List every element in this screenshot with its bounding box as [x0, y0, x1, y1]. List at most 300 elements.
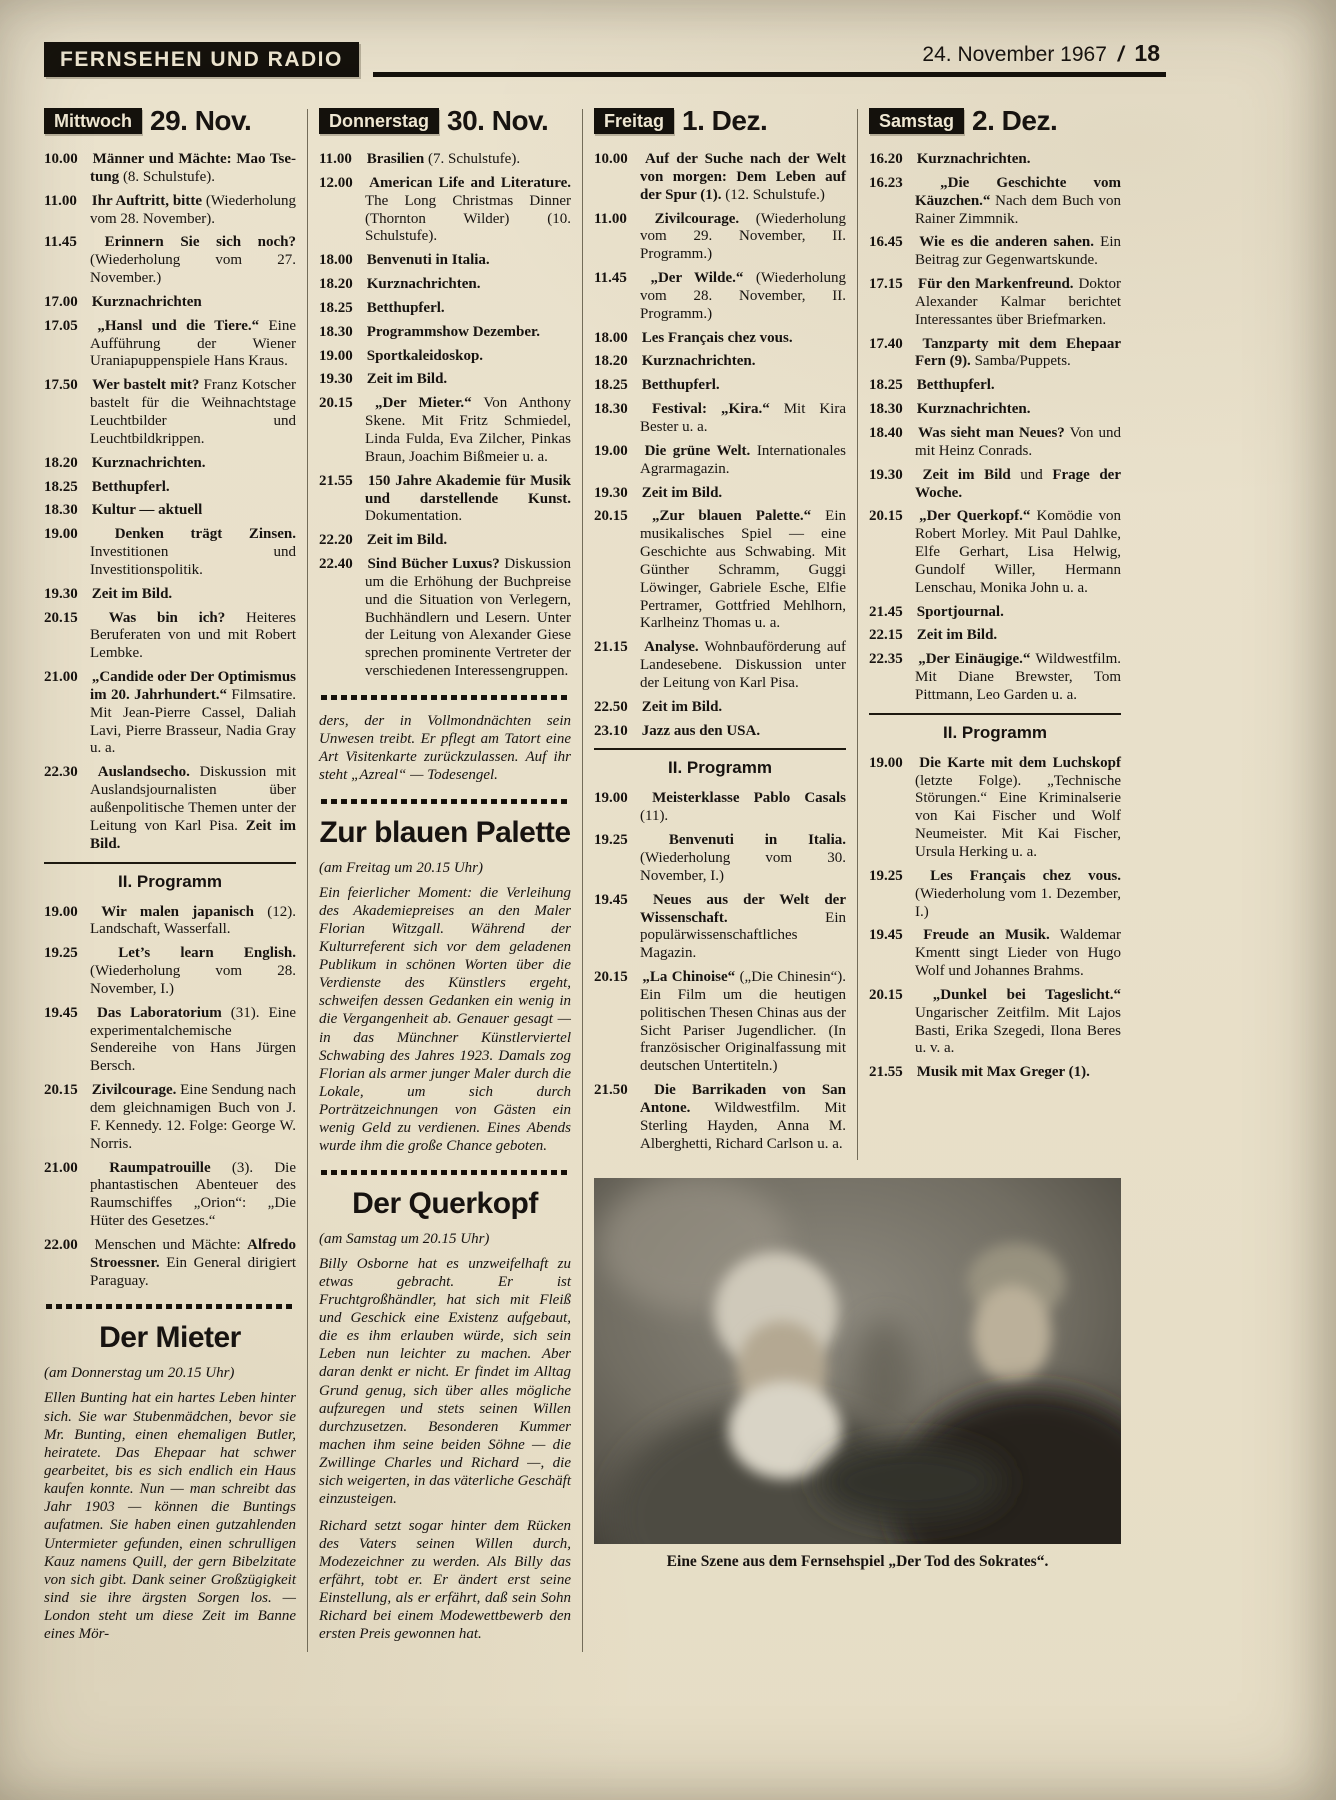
program-time: 18.25	[869, 377, 903, 394]
program-description: Ein populärwissenschaftliches Magazin.	[640, 909, 846, 962]
program-title: Erinnern Sie sich noch?	[104, 234, 296, 251]
program-title: Musik mit Max Greger (1).	[916, 1064, 1090, 1081]
day-header	[594, 105, 846, 137]
program-title: Festival: „Kira.“	[651, 401, 770, 418]
program-time: 23.10	[594, 722, 628, 739]
program-time: 10.00	[44, 151, 78, 167]
program-time: 19.25	[594, 832, 628, 849]
program-description: Filmsatire. Mit Jean-Pierre Cassel, Daliah Lavi, Pierre Brasseur, Nadia Gray u. a.	[90, 686, 296, 757]
program-description: Mit Kira Bester u. a.	[640, 401, 846, 435]
program-entry	[594, 353, 846, 371]
program-title: Kurznachrichten	[91, 293, 202, 310]
program-description: Dokumentation.	[365, 508, 463, 525]
dotted-rule	[321, 799, 569, 804]
main-listings	[869, 151, 1121, 705]
program-entry	[44, 586, 296, 604]
program-time: 18.20	[319, 276, 353, 293]
program-entry	[869, 508, 1121, 597]
article-title-zur-blauen-palette: Zur blauen Palette	[319, 815, 571, 849]
program-description: (Wiederholung vom 28. November, I.)	[90, 963, 296, 997]
program-title: Kultur — aktuell	[91, 502, 203, 519]
program-time: 21.50	[594, 1082, 628, 1099]
program-time: 22.15	[869, 627, 903, 644]
day-date: 1. Dez.	[682, 105, 768, 136]
program-title: Raumpatrouille	[109, 1159, 211, 1176]
program-title: „Der Querkopf.“	[919, 508, 1031, 525]
program-description: (Wiederholung vom 29. November, II. Programm.)	[640, 210, 846, 263]
article-continuation-der-mieter	[319, 712, 571, 785]
program-entry	[319, 556, 571, 681]
program-time: 19.30	[869, 466, 903, 483]
program-entry	[44, 455, 296, 473]
program-title: Zeit im Bild.	[366, 371, 448, 388]
program-description: und	[1020, 466, 1043, 483]
program-time: 18.30	[594, 401, 628, 418]
program-title: „Zur blauen Palette.“	[652, 508, 812, 525]
program-entry	[44, 1237, 296, 1291]
program-entry	[869, 604, 1121, 622]
day-name-badge: Donnerstag	[319, 108, 439, 134]
column-divider	[582, 109, 583, 1652]
program-description: (Wiederholung vom 28. November).	[90, 192, 297, 227]
program-title: Für den Markenfreund.	[917, 276, 1074, 293]
program-time: 18.25	[44, 478, 78, 495]
program-title: Das Laboratorium	[96, 1004, 222, 1021]
program-entry	[44, 1005, 296, 1076]
program-title: Programmshow Dezember.	[366, 323, 541, 340]
program-description: Von und mit Heinz Conrads.	[915, 424, 1121, 459]
day-name-badge: Samstag	[869, 108, 964, 134]
column-samstag	[869, 105, 1121, 1088]
masthead	[44, 40, 1166, 77]
program-entry	[319, 252, 571, 270]
program-description: Franz Kotscher bastelt für die Weihnachtstage Leuchtbilder und Leuchtbildkrippen.	[90, 377, 297, 447]
program-entry	[44, 764, 296, 853]
section-title: FERNSEHEN UND RADIO	[44, 42, 359, 77]
program-title: American Life and Literature.	[369, 174, 571, 191]
program-entry	[869, 755, 1121, 862]
program-title: Neues aus der Welt der Wissenschaft.	[640, 891, 846, 926]
program-time: 21.00	[44, 1159, 78, 1176]
program-entry	[44, 294, 296, 312]
program-time: 21.55	[319, 472, 353, 489]
program-entry	[594, 485, 846, 503]
program-entry	[319, 276, 571, 294]
program-description: Nach dem Buch von Rainer Zimmnik.	[915, 192, 1121, 227]
program-entry	[594, 832, 846, 886]
program-title: „Candide oder Der Optimismus im 20. Jahrhundert.“	[90, 669, 297, 703]
article-subtitle-der-mieter: (am Donnerstag um 20.15 Uhr)	[44, 1365, 235, 1382]
program-title: Jazz aus den USA.	[641, 722, 761, 739]
article-subtitle-zur-blauen-palette: (am Freitag um 20.15 Uhr)	[319, 859, 484, 876]
program-time: 22.35	[869, 651, 903, 668]
program-entry	[319, 175, 571, 246]
program-title: Auf der Suche nach der Welt von morgen: Dem Leben auf der Spur (1).	[640, 151, 846, 203]
program-title: Zeit im Bild	[922, 466, 1011, 483]
program-time: 16.20	[869, 151, 903, 167]
program-entry	[869, 425, 1121, 461]
second-listings	[44, 904, 296, 1291]
program-title: Kurznachrichten.	[91, 454, 206, 471]
program-title: Was sieht man Neues?	[918, 424, 1065, 441]
program-title: Tanzparty mit dem Ehepaar Fern (9).	[915, 335, 1122, 370]
article-body-der-querkopf	[319, 1255, 571, 1644]
day-date: 30. Nov.	[447, 105, 549, 136]
program-entry	[594, 377, 846, 395]
program-entry	[869, 336, 1121, 372]
program-title: Betthupferl.	[916, 377, 995, 394]
program-title: Zeit im Bild.	[366, 532, 448, 549]
program-title: Zeit im Bild.	[641, 484, 723, 501]
article-paragraph: ders, der in Vollmondnächten sein Unwesen treibt. Er pflegt am Tatort eine Art Visitenkarte zurückzulassen. Auf ihr steht „Azreal“ — Todesengel.	[319, 712, 571, 784]
program-title: Wir malen japanisch	[101, 903, 254, 920]
program-time: 10.00	[594, 151, 628, 167]
program-time: 19.25	[869, 867, 903, 884]
program-entry	[869, 627, 1121, 645]
program-time: 20.15	[869, 986, 903, 1003]
day-header	[869, 105, 1121, 137]
program-entry	[869, 927, 1121, 981]
program-entry	[44, 234, 296, 288]
program-time: 19.25	[44, 945, 78, 962]
program-time: 21.45	[869, 603, 903, 620]
program-time: 22.20	[319, 532, 353, 549]
program-description: Komödie von Robert Morley. Mit Paul Dahlke, Elfe Gerhart, Lisa Helwig, Gundolf Willer, Hermann Lenschau, Monika John u. a.	[915, 508, 1122, 596]
program-title: Zivilcourage.	[654, 210, 740, 227]
program-description: Menschen und Mächte:	[94, 1236, 241, 1253]
program-time: 19.00	[869, 754, 903, 771]
program-entry	[594, 1082, 846, 1153]
program-time: 19.00	[44, 903, 78, 920]
program-title: Sportkaleidoskop.	[366, 347, 484, 364]
program-entry	[319, 371, 571, 389]
program-description: Diskussion mit Auslandsjournalisten über außenpolitische Themen unter der Leitung von Karl Pisa.	[90, 764, 296, 834]
program-time: 20.15	[44, 609, 78, 626]
program-title: Les Français chez vous.	[641, 329, 793, 346]
second-programme-heading: II. Programm	[118, 871, 222, 891]
program-entry	[319, 324, 571, 342]
column-donnerstag	[319, 105, 571, 1652]
program-time: 19.45	[594, 891, 628, 908]
program-description: The Long Christmas Dinner (Thornton Wilder) (10. Schulstufe).	[365, 192, 571, 245]
program-time: 22.50	[594, 698, 628, 715]
program-entry	[44, 945, 296, 999]
program-time: 16.23	[869, 174, 903, 191]
program-description: Ungarischer Zeitfilm. Mit Lajos Basti, Erika Szegedi, Ilona Beres u. v. a.	[915, 1004, 1121, 1057]
article-paragraph: Richard setzt sogar hinter dem Rücken des Vaters seinen Willen durch, Modezeichner zu werden. Als Billy das erfährt, tobt er. Er ändert erst seine Einstellung, als er erfährt, daß sein Sohn Richard bei einem Modewettbewerb den ersten Preis gewonnen hat.	[319, 1517, 571, 1643]
program-title: Analyse.	[644, 639, 699, 656]
masthead-right	[373, 40, 1166, 77]
article-subtitle-der-querkopf: (am Samstag um 20.15 Uhr)	[319, 1230, 490, 1247]
program-time: 12.00	[319, 174, 353, 191]
program-description: (7. Schulstufe).	[428, 151, 521, 167]
program-time: 18.20	[44, 454, 78, 471]
program-entry	[594, 723, 846, 741]
program-description: (letzte Folge). „Technische Störungen.“ Eine Kriminalserie von Kai Fischer und Wolf Neumeister. Mit Kai Fischer, Ursula Herking u. a.	[915, 772, 1121, 860]
program-title: Meisterklasse Pablo Casals	[652, 790, 846, 807]
program-time: 20.15	[319, 395, 353, 412]
program-title: Les Français chez vous.	[930, 867, 1121, 884]
program-description: Wohnbauförderung auf Landesebene. Diskussion unter der Leitung von Karl Pisa.	[640, 639, 846, 691]
program-entry	[869, 276, 1121, 330]
program-entry	[44, 1082, 296, 1153]
divider-rule	[44, 862, 296, 864]
program-time: 11.00	[594, 210, 627, 227]
program-description: Wildwestfilm. Mit Diane Brewster, Tom Pittmann, Leo Garden u. a.	[915, 651, 1122, 703]
program-description: (3). Die phantastischen Abenteuer des Raumschiffes „Orion“: „Die Hüter des Gesetzes.“	[90, 1159, 297, 1230]
program-title: Zeit im Bild.	[916, 627, 998, 644]
program-time: 18.25	[319, 299, 353, 316]
program-time: 11.00	[44, 192, 77, 209]
column-divider	[307, 109, 308, 1652]
second-listings	[594, 790, 846, 1153]
program-time: 19.30	[44, 585, 78, 602]
program-title: Sind Bücher Luxus?	[367, 556, 500, 573]
program-entry	[319, 300, 571, 318]
program-time: 22.00	[44, 1236, 78, 1253]
program-title: Kurznachrichten.	[916, 401, 1031, 418]
program-time: 19.45	[44, 1004, 78, 1021]
program-title: Betthupferl.	[91, 478, 170, 495]
program-description: (12). Landschaft, Wasserfall.	[90, 903, 296, 938]
program-entry	[44, 904, 296, 940]
day-name-badge: Freitag	[594, 108, 674, 134]
program-description: (31). Eine experimentalchemische Sendereihe von Hans Jürgen Bersch.	[90, 1004, 297, 1075]
program-time: 19.00	[594, 442, 628, 459]
program-time: 22.40	[319, 556, 353, 573]
program-time: 19.30	[319, 371, 353, 388]
program-time: 20.15	[594, 969, 628, 986]
article-paragraph: Ein feierlicher Moment: die Verleihung des Akademiepreises an den Maler Florian Witzgall. Während der Kulturreferent sich vor dem geladenen Publikum in schönen Worten über die Verdienste des Künstlers ergeht, schweifen dessen Gedanken ein wenig in die Vergangenheit ab. Genauer gesagt — in das Münchner Künstlerviertel Schwabing des Jahres 1923. Damals zog Florian als armer junger Maler durch die Lokale, um sich durch Porträtzeichnungen von Gästen ein wenig Geld zu verdienen. Eines Abends wurde ihm die große Chance geboten.	[319, 884, 571, 1155]
program-entry	[44, 669, 296, 758]
second-programme-heading: II. Programm	[943, 722, 1047, 742]
program-title: „La Chinoise“	[642, 969, 736, 986]
program-title: Betthupferl.	[641, 377, 720, 394]
program-description: Wildwestfilm. Mit Sterling Hayden, Anna M. Alberghetti, Richard Carlson u. a.	[640, 1099, 846, 1152]
program-entry	[44, 479, 296, 497]
program-title: Kurznachrichten.	[916, 151, 1031, 167]
program-title: Die grüne Welt.	[644, 442, 751, 459]
program-entry	[44, 193, 296, 229]
program-grid	[44, 105, 1166, 1652]
program-description: („Die Chinesin“). Ein Film um die heutigen politischen Thesen Chinas aus der Sicht Pariser Jugendlicher. (In französischer Originalfassung mit deutschen Untertiteln.)	[640, 969, 847, 1075]
divider-rule	[594, 748, 846, 750]
date-page-divider: /	[1117, 43, 1124, 66]
main-listings	[44, 151, 296, 854]
day-date: 29. Nov.	[150, 105, 252, 136]
program-title: Was bin ich?	[108, 609, 226, 626]
article-paragraph: Billy Osborne hat es unzweifelhaft zu etwas gebracht. Er ist Fruchtgroßhändler, hat sich mit Fleiß und Geschick eine Existenz aufgebaut, die es ihm erlauben würde, sich sein Leben nun leichter zu machen. Aber daran denkt er nicht. Er findet im Alltag Grund genug, sich über alles mögliche aufzuregen und stets seinen Willen durchzusetzen. Besonderen Kummer machen ihm seine beiden Söhne — die Zwillinge Charles und Richard —, die sich weigerten, in das väterliche Geschäft einzusteigen.	[319, 1255, 571, 1508]
program-entry	[594, 151, 846, 205]
program-entry	[594, 330, 846, 348]
article-paragraph: Ellen Bunting hat ein hartes Leben hinter sich. Sie war Stubenmädchen, bevor sie Mr. Bunting, einen ehemaligen Butler, heiratete. Das Ehepaar hat schwer gearbeitet, bis es sich endlich ein Haus kaufen konnte. Nun — man schreibt das Jahr 1903 — können die Buntings aufatmen. Sie haben einen gutzahlenden Untermieter gefunden, einen schrulligen Kauz namens Quill, der gern Bibelzitate von sich gibt. Dank seiner Großzügigkeit sind sie ihre ärgsten Sorgen los. — London steht um diese Zeit im Banne eines Mör-	[44, 1390, 296, 1643]
main-listings	[319, 151, 571, 681]
program-entry	[319, 151, 571, 169]
main-listings	[594, 151, 846, 740]
program-title: Zeit im Bild.	[91, 585, 173, 602]
program-time: 16.45	[869, 234, 903, 251]
program-time: 18.25	[594, 377, 628, 394]
program-time: 20.15	[594, 508, 628, 525]
program-title: Freude an Musik.	[923, 927, 1050, 944]
right-column-pair	[594, 105, 1121, 1571]
program-time: 18.00	[594, 329, 628, 346]
program-time: 19.00	[594, 790, 628, 807]
pair-columns	[594, 105, 1121, 1160]
program-title: Auslandsecho.	[97, 764, 190, 781]
page-number: 18	[1134, 40, 1160, 66]
program-description: Von Anthony Skene. Mit Fritz Schmiedel, Linda Fulda, Eva Zilcher, Pinkas Braun, Joachim Bißmeier u. a.	[365, 395, 572, 465]
program-time: 21.55	[869, 1064, 903, 1081]
program-time: 18.30	[869, 401, 903, 418]
program-time: 18.30	[44, 502, 78, 519]
program-entry	[594, 969, 846, 1076]
program-time: 19.00	[44, 526, 78, 543]
program-time: 20.15	[44, 1082, 78, 1099]
program-entry	[594, 401, 846, 437]
column-divider	[857, 109, 858, 1160]
program-title: Wie es die anderen sahen.	[919, 234, 1094, 251]
program-description: Investitionen und Investitionspolitik.	[90, 544, 296, 578]
program-entry	[594, 508, 846, 633]
program-title: Zeit im Bild.	[641, 698, 723, 715]
program-time: 17.50	[44, 377, 78, 394]
program-description: (Wiederholung vom 1. Dezember, I.)	[915, 885, 1121, 920]
program-entry	[44, 526, 296, 580]
program-title: „Hansl und die Tiere.“	[97, 317, 260, 334]
second-listings	[869, 755, 1121, 1082]
program-time: 17.15	[869, 276, 903, 293]
program-title: Zeit im Bild.	[90, 817, 296, 852]
program-time: 18.30	[319, 323, 353, 340]
program-entry	[869, 651, 1121, 705]
program-entry	[44, 610, 296, 664]
dotted-rule	[46, 1304, 294, 1309]
program-title: Frage der Woche.	[915, 466, 1121, 501]
program-time: 20.15	[869, 508, 903, 525]
program-entry	[319, 395, 571, 466]
program-entry	[44, 151, 296, 187]
program-time: 19.30	[594, 484, 628, 501]
program-entry	[44, 318, 296, 372]
column-mittwoch	[44, 105, 296, 1651]
program-time: 17.40	[869, 335, 903, 352]
program-entry	[869, 868, 1121, 922]
day-header	[319, 105, 571, 137]
program-time: 17.00	[44, 293, 78, 310]
article-body-der-mieter	[44, 1389, 296, 1643]
program-entry	[869, 175, 1121, 229]
program-entry	[594, 699, 846, 717]
program-entry	[44, 502, 296, 520]
program-description: (Wiederholung vom 27. November.)	[90, 252, 296, 287]
program-title: Benvenuti in Italia.	[366, 252, 490, 269]
program-time: 11.45	[594, 270, 627, 287]
program-title: Sportjournal.	[916, 603, 1004, 620]
program-description: Ein General dirigiert Paraguay.	[90, 1254, 296, 1289]
program-title: „Der Einäugige.“	[918, 651, 1031, 668]
program-entry	[869, 401, 1121, 419]
article-title-der-mieter: Der Mieter	[99, 1321, 241, 1355]
program-entry	[869, 377, 1121, 395]
program-title: „Der Wilde.“	[650, 270, 744, 287]
program-entry	[594, 211, 846, 265]
program-title: Let’s learn English.	[118, 945, 297, 962]
program-time: 21.00	[44, 669, 78, 686]
program-time: 22.30	[44, 764, 78, 781]
program-entry	[869, 987, 1121, 1058]
program-title: Brasilien	[366, 151, 425, 167]
program-description: Ein musikalisches Spiel — eine Geschichte aus Schwabing. Mit Günther Schramm, Guggi Löwinger, Gabriele Esche, Elfie Pertramer, Gottfried Mehlhorn, Karlheinz Thomas u. a.	[640, 508, 846, 632]
program-time: 17.05	[44, 317, 78, 334]
program-description: (8. Schulstufe).	[122, 168, 216, 185]
second-programme-heading: II. Programm	[668, 758, 772, 778]
program-time: 11.45	[44, 234, 77, 251]
program-time: 19.45	[869, 927, 903, 944]
program-time: 18.20	[594, 353, 628, 370]
program-description: Eine Aufführung der Wiener Uraniapuppenspiele Hans Kraus.	[90, 317, 297, 370]
program-time: 21.15	[594, 639, 628, 656]
program-title: Wer bastelt mit?	[92, 377, 200, 394]
article-title-der-querkopf: Der Querkopf	[352, 1186, 538, 1220]
column-freitag	[594, 105, 846, 1160]
program-entry	[869, 151, 1121, 169]
program-description: Eine Sendung nach dem gleichnamigen Buch von J. F. Kennedy. 12. Folge: George W. Norris.	[90, 1082, 296, 1152]
day-header	[44, 105, 296, 137]
program-title: Ihr Auftritt, bitte	[91, 192, 203, 209]
issue-date: 24. November 1967	[922, 43, 1107, 66]
photo-caption: Eine Szene aus dem Fernsehspiel „Der Tod des Sokrates“.	[666, 1552, 1049, 1570]
program-title: Die Barrikaden von San Antone.	[640, 1082, 847, 1116]
program-entry	[44, 377, 296, 448]
article-body-zur-blauen-palette	[319, 884, 571, 1156]
program-title: 150 Jahre Akademie für Musik und darstellende Kunst.	[365, 472, 571, 507]
dotted-rule	[321, 1170, 569, 1175]
program-entry	[594, 270, 846, 324]
program-description: Samba/Puppets.	[974, 353, 1071, 370]
program-title: „Dunkel bei Tageslicht.“	[932, 986, 1121, 1003]
program-title: Denken trägt Zinsen.	[114, 526, 296, 543]
program-description: Heiteres Beruferaten von und mit Robert Lembke.	[90, 609, 297, 662]
photo-der-tod-des-sokrates	[594, 1178, 1121, 1571]
program-description: Waldemar Kmentt singt Lieder von Hugo Wolf und Johannes Brahms.	[915, 927, 1121, 980]
program-entry	[594, 892, 846, 963]
program-title: Betthupferl.	[366, 299, 445, 316]
program-entry	[319, 532, 571, 550]
photo-image	[594, 1178, 1121, 1544]
program-title: Alfredo Stroessner.	[90, 1236, 296, 1271]
masthead-rule	[373, 72, 1166, 77]
program-title: „Der Mieter.“	[375, 395, 472, 412]
program-entry	[869, 467, 1121, 503]
program-title: Kurznachrichten.	[641, 353, 756, 370]
program-description: Diskussion um die Erhöhung der Buchpreise und die Situation von Verlegern, Buchhändlern und Lesern. Unter der Leitung von Alexander Giese sprechen prominente Vertreter der verschiedenen Interessengruppen.	[365, 556, 571, 680]
program-entry	[869, 1064, 1121, 1082]
program-entry	[594, 443, 846, 479]
program-entry	[319, 473, 571, 527]
program-description: Internationales Agrarmagazin.	[640, 442, 847, 477]
program-title: Zivilcourage.	[91, 1082, 177, 1099]
program-title: Kurznachrichten.	[366, 276, 481, 293]
program-description: (11).	[640, 808, 669, 825]
program-description: (Wiederholung vom 30. November, I.)	[640, 850, 846, 884]
program-title: Die Karte mit dem Luchskopf	[919, 754, 1122, 771]
day-name-badge: Mittwoch	[44, 108, 142, 134]
program-description: Doktor Alexander Kalmar berichtet Interessantes über Briefmarken.	[915, 276, 1122, 328]
program-entry	[594, 639, 846, 693]
program-description: (Wiederholung vom 28. November, II. Programm.)	[640, 270, 847, 322]
program-title: Benvenuti in Italia.	[668, 832, 847, 849]
